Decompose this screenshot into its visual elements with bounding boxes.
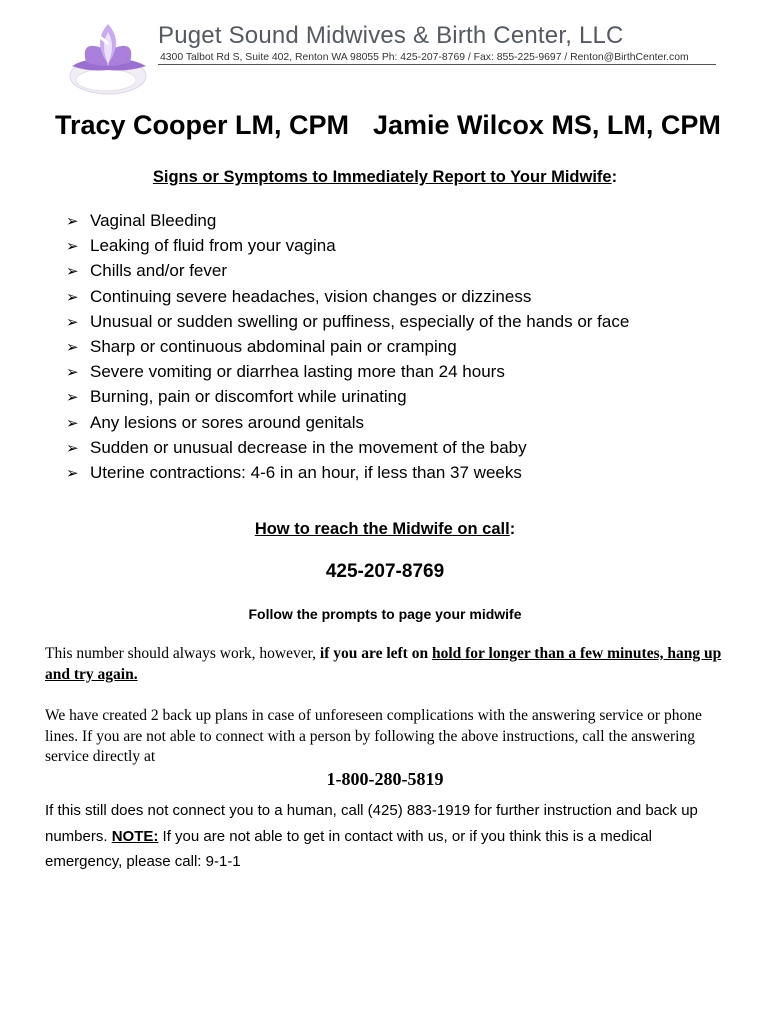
hold-instructions-paragraph: [45, 644, 725, 685]
symptom-text: Leaking of fluid from your vagina: [90, 236, 336, 256]
midwife-name-1: Tracy Cooper LM, CPM: [55, 110, 350, 140]
symptom-text: Continuing severe headaches, vision changes or dizziness: [90, 286, 532, 306]
symptom-text: Burning, pain or discomfort while urinating: [90, 387, 407, 407]
lotus-logo-icon: [62, 14, 154, 100]
symptoms-heading-text: Signs or Symptoms to Immediately Report to Your Midwife: [152, 168, 612, 186]
list-item: [66, 284, 629, 309]
org-address: 4300 Talbot Rd S, Suite 402, Renton WA 98055 Ph: 425-207-8769 / Fax: 855-225-9697 / Renton@BirthCenter.com: [160, 52, 689, 63]
arrow-bullet-icon: ➢: [66, 439, 79, 457]
list-item: [66, 384, 629, 409]
arrow-bullet-icon: ➢: [66, 238, 79, 256]
symptom-text: Any lesions or sores around genitals: [90, 412, 365, 432]
paragraph3-text-after: If you are not able to get in contact with us, or if you think this is a medical emergency, please call: 9-1-1: [45, 827, 652, 870]
paragraph1-text: This number should always work, however,: [45, 645, 320, 662]
on-call-heading-text: How to reach the Midwife on call: [254, 520, 510, 538]
midwife-names: [55, 110, 721, 141]
on-call-heading: [0, 520, 770, 539]
list-item: [66, 233, 629, 258]
on-call-heading-colon: :: [509, 520, 516, 538]
org-name: Puget Sound Midwives & Birth Center, LLC: [158, 22, 624, 49]
arrow-bullet-icon: ➢: [66, 263, 79, 281]
paragraph1-bold: if you are left on: [319, 645, 432, 662]
list-item: [66, 208, 629, 233]
arrow-bullet-icon: ➢: [66, 414, 79, 432]
list-item: [66, 460, 629, 485]
symptom-text: Unusual or sudden swelling or puffiness, especially of the hands or face: [90, 311, 630, 331]
answering-service-phone-number: 1-800-280-5819: [326, 769, 444, 789]
arrow-bullet-icon: ➢: [66, 338, 79, 356]
symptom-list: [66, 208, 629, 485]
paragraph3-text-before: If this still does not connect you to a human, call (425) 883-1919 for further instruction and back up numbers.: [45, 802, 698, 845]
arrow-bullet-icon: ➢: [66, 364, 79, 382]
backup-plan-paragraph: We have created 2 back up plans in case of unforeseen complications with the answering service or phone lines. If you are not able to connect with a person by following the above instructions, call the answering service directly at: [45, 707, 702, 765]
symptom-text: Severe vomiting or diarrhea lasting more than 24 hours: [90, 362, 505, 382]
symptom-text: Chills and/or fever: [90, 261, 228, 281]
arrow-bullet-icon: ➢: [66, 464, 79, 482]
symptom-text: Vaginal Bleeding: [90, 211, 217, 230]
symptom-text: Uterine contractions: 4-6 in an hour, if less than 37 weeks: [90, 462, 522, 482]
emergency-paragraph: [45, 798, 725, 875]
page-prompt-text: Follow the prompts to page your midwife: [248, 606, 522, 622]
list-item: [66, 309, 629, 334]
list-item: [66, 410, 629, 435]
paragraph1-bold-underlined: hold for longer than a few minutes, hang up and try again.: [45, 645, 722, 683]
arrow-bullet-icon: ➢: [66, 288, 79, 306]
symptom-text: Sudden or unusual decrease in the movement of the baby: [90, 437, 527, 457]
list-item: [66, 359, 629, 384]
symptoms-heading-colon: :: [611, 168, 618, 186]
list-item: [66, 334, 629, 359]
list-item: [66, 258, 629, 283]
on-call-phone-number: 425-207-8769: [325, 561, 445, 582]
symptoms-heading: [0, 168, 770, 187]
list-item: [66, 435, 629, 460]
symptom-text: Sharp or continuous abdominal pain or cramping: [90, 336, 457, 356]
header-divider: [158, 64, 716, 65]
arrow-bullet-icon: ➢: [66, 213, 79, 230]
arrow-bullet-icon: ➢: [66, 389, 79, 407]
note-label: NOTE:: [111, 827, 159, 845]
midwife-name-2: Jamie Wilcox MS, LM, CPM: [373, 110, 721, 140]
arrow-bullet-icon: ➢: [66, 313, 79, 331]
